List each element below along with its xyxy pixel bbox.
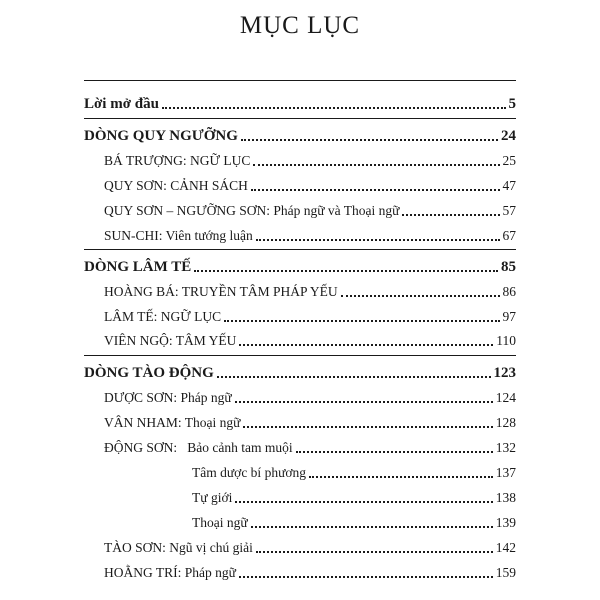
toc-entry[interactable] [104,305,516,327]
toc-entry-label: VIÊN NGỘ: TÂM YẾU [104,333,237,348]
dot-leader [224,320,499,322]
dot-leader [296,451,493,453]
toc-entry-page: 123 [493,365,516,381]
dot-leader [241,139,498,141]
toc-entry[interactable] [104,411,516,433]
toc-entry-label: VÂN NHAM: Thoại ngữ [104,415,241,430]
toc-entry-page: 25 [502,153,516,168]
toc-entry-label: Tự giới [192,490,233,505]
toc-entry-page: 85 [501,259,516,275]
toc-entry-page: 159 [495,565,516,580]
toc-entry-page: 139 [495,515,516,530]
toc-entry-label: ĐỘNG SƠN: Bảo cảnh tam muội [104,440,293,455]
dot-leader [239,344,493,346]
toc-entry-label: Thoại ngữ [192,515,248,530]
toc-entry-page: 24 [501,128,516,144]
toc-entry-page: 47 [502,178,516,193]
toc-entry-label: HOẰNG TRÍ: Pháp ngữ [104,565,236,580]
toc-entry-label: DƯỢC SƠN: Pháp ngữ [104,390,232,405]
toc-entry-label: DÒNG QUY NGƯỠNG [84,128,238,144]
dot-leader [253,164,499,166]
section-divider [84,80,516,81]
toc-entry[interactable] [192,486,516,508]
dot-leader [251,526,493,528]
dot-leader [309,476,493,478]
toc-entry[interactable] [192,511,516,533]
toc-entry[interactable] [104,199,516,221]
toc-entry-page: 138 [495,490,516,505]
toc-entry[interactable] [104,224,516,246]
dot-leader [194,270,498,272]
section-divider [84,355,516,356]
toc-entry[interactable] [104,561,516,583]
toc-entry-label: TÀO SƠN: Ngũ vị chú giải [104,540,253,555]
dot-leader [239,576,493,578]
dot-leader [235,401,493,403]
toc-entry-page: 57 [502,203,516,218]
toc-entry[interactable] [104,386,516,408]
toc-entry-label: Lời mở đầu [84,96,159,112]
toc-entry-page: 132 [495,440,516,455]
toc-entry-label: QUY SƠN: CẢNH SÁCH [104,178,248,193]
toc-entry-page: 5 [508,96,516,112]
dot-leader [235,501,492,503]
dot-leader [251,189,500,191]
dot-leader [256,551,493,553]
toc-entry-page: 142 [495,540,516,555]
dot-leader [162,107,506,109]
toc-entry[interactable] [104,149,516,171]
toc-entry-label: HOÀNG BÁ: TRUYỀN TÂM PHÁP YẾU [104,284,338,299]
toc-section-heading[interactable] [84,124,516,146]
toc-section-heading[interactable] [84,361,516,383]
toc-entry-page: 110 [496,333,516,348]
toc-entry-label: QUY SƠN – NGƯỠNG SƠN: Pháp ngữ và Thoại ngữ [104,203,400,218]
page-title: MỤC LỤC [239,12,361,39]
toc-entry-label: DÒNG LÂM TẾ [84,259,192,275]
toc-entry-page: 67 [502,228,516,243]
section-divider [84,118,516,119]
toc-entry[interactable] [104,536,516,558]
toc-entry-page: 97 [502,309,516,324]
toc-entry[interactable] [192,461,516,483]
toc-entry-label: DÒNG TÀO ĐỘNG [84,365,214,381]
toc-entry-label: SUN-CHI: Viên tướng luận [104,228,253,243]
toc-entry[interactable] [104,436,516,458]
toc-entry[interactable] [104,280,516,302]
toc-entry[interactable] [104,174,516,196]
dot-leader [402,214,499,216]
toc-entry-page: 128 [495,415,516,430]
toc-entry-page: 124 [495,390,516,405]
dot-leader [243,426,492,428]
dot-leader [341,295,500,297]
toc-entry-label: Tâm dược bí phương [192,465,307,480]
dot-leader [217,376,491,378]
toc-entry-label: LÂM TẾ: NGỮ LỤC [104,309,222,324]
toc-entry-page: 137 [495,465,516,480]
dot-leader [256,239,500,241]
toc-entry[interactable] [84,92,516,114]
toc-section-heading[interactable] [84,255,516,277]
toc-entry-page: 86 [502,284,516,299]
toc-entry[interactable] [104,329,516,351]
toc-entry-label: BÁ TRƯỢNG: NGỮ LỤC [104,153,251,168]
section-divider [84,249,516,250]
